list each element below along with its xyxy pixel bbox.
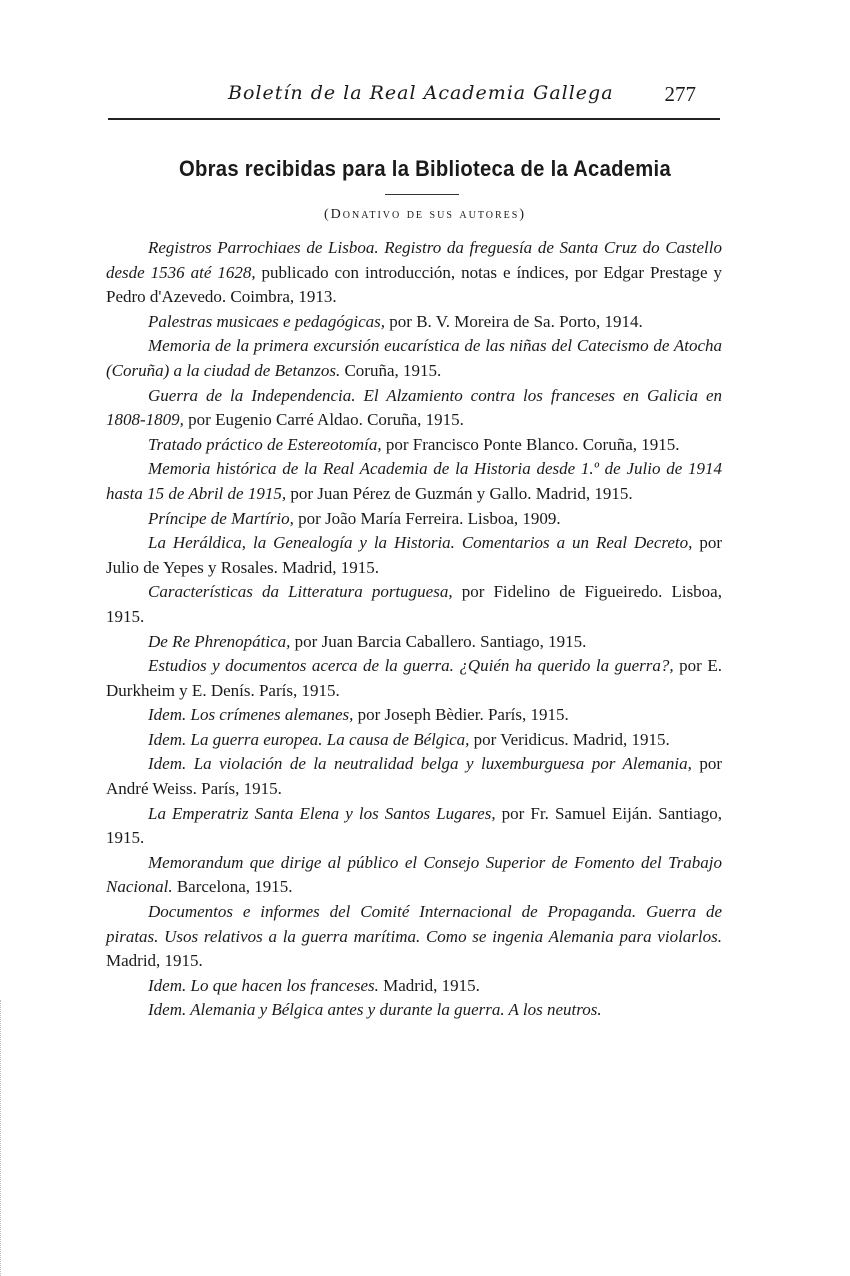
list-item [106, 310, 722, 335]
list-item [106, 703, 722, 728]
list-item [106, 728, 722, 753]
list-item [106, 507, 722, 532]
entry-details: por Juan Barcia Caballero. Santiago, 1915. [290, 631, 587, 651]
list-item [106, 433, 722, 458]
list-item [106, 752, 722, 801]
section-subtitle: (Donativo de sus autores) [324, 207, 526, 222]
entry-details: por Joseph Bèdier. París, 1915. [353, 705, 569, 725]
entry-title: De Re Phrenopática, [148, 631, 291, 651]
entry-details: por Fr. Samuel Eiján. Santiago, 1915. [106, 803, 723, 848]
entry-title: Memoria de la primera excursión eucarística de las niñas del Catecismo de Atocha (Coruña) a la ciudad de Betanzos. [106, 336, 722, 380]
scan-edge-mark [0, 1000, 3, 1276]
entry-title: Estudios y documentos acerca de la guerra. ¿Quién ha querido la guerra?, [148, 656, 674, 676]
entry-details: por Julio de Yepes y Rosales. Madrid, 1915. [106, 533, 722, 577]
page-header [108, 80, 720, 116]
entry-title: Características da Litteratura portuguesa, [148, 582, 453, 602]
list-item [106, 851, 722, 900]
section-title: Obras recibidas para la Biblioteca de la Academia [179, 156, 671, 181]
entry-title: Guerra de la Independencia. El Alzamiento contra los franceses en Galicia en 1808-1809, [106, 385, 722, 430]
list-item [106, 334, 722, 383]
entry-details: Madrid, 1915. [378, 975, 480, 995]
running-head: Boletín de la Real Academia Gallega [228, 82, 614, 104]
entry-title: Príncipe de Martírio, [148, 508, 294, 528]
list-item [106, 900, 722, 974]
entry-title: Palestras musicaes e pedagógicas, [148, 311, 386, 331]
entry-details: por Fidelino de Figueiredo. Lisboa, 1915. [106, 582, 722, 626]
entry-details: por Veridicus. Madrid, 1915. [469, 729, 670, 749]
title-divider [385, 194, 459, 195]
entry-details: Coruña, 1915. [340, 360, 442, 380]
entry-details: por Francisco Ponte Blanco. Coruña, 1915. [381, 434, 680, 454]
list-item [106, 531, 722, 580]
list-item [106, 630, 722, 655]
entry-title: Tratado práctico de Estereotomía, [148, 434, 382, 454]
entry-title: Memorandum que dirige al público el Consejo Superior de Fomento del Trabajo Nacional. [106, 852, 722, 897]
entry-title: La Emperatriz Santa Elena y los Santos Lugares, [148, 803, 496, 823]
entry-details: Barcelona, 1915. [172, 877, 293, 897]
entry-details: por B. V. Moreira de Sa. Porto, 1914. [385, 311, 643, 331]
list-item [106, 580, 722, 629]
entry-details: por Juan Pérez de Guzmán y Gallo. Madrid, 1915. [286, 483, 633, 503]
list-item [106, 974, 722, 999]
entry-title: Idem. Lo que hacen los franceses. [148, 975, 379, 995]
entry-title: Idem. Alemania y Bélgica antes y durante la guerra. A los neutros. [148, 1000, 602, 1020]
entry-details: por João María Ferreira. Lisboa, 1909. [293, 508, 561, 528]
entry-title: Idem. La guerra europea. La causa de Bélgica, [148, 729, 470, 749]
entry-details: por Eugenio Carré Aldao. Coruña, 1915. [183, 410, 464, 430]
list-item [106, 654, 722, 703]
entry-details: Madrid, 1915. [106, 951, 203, 971]
list-item [106, 384, 722, 433]
bibliography-list [106, 236, 722, 1023]
entry-title: Documentos e informes del Comité Internacional de Propaganda. Guerra de piratas. Usos relativos a la guerra marítima. Como se ingenia Alemania para violarlos. [106, 902, 722, 946]
list-item [106, 998, 722, 1023]
list-item [106, 457, 722, 506]
entry-details: por E. Durkheim y E. Denís. París, 1915. [106, 656, 722, 700]
list-item [106, 236, 722, 310]
header-rule [108, 118, 720, 120]
entry-title: Registros Parrochiaes de Lisboa. Registro da freguesía de Santa Cruz do Castello desde 1536 até 1628, [106, 238, 722, 282]
entry-title: Idem. La violación de la neutralidad belga y luxemburguesa por Alemania, [148, 754, 692, 774]
entry-title: Idem. Los crímenes alemanes, [148, 705, 354, 725]
list-item [106, 802, 722, 851]
entry-title: Memoria histórica de la Real Academia de la Historia desde 1.º de Julio de 1914 hasta 15 de Abril de 1915, [106, 459, 722, 503]
page-number: 277 [664, 82, 696, 106]
entry-details: por André Weiss. París, 1915. [106, 754, 722, 799]
entry-title: La Heráldica, la Genealogía y la Historia. Comentarios a un Real Decreto, [148, 533, 693, 553]
entry-details: publicado con introducción, notas e índices, por Edgar Prestage y Pedro d'Azevedo. Coimbra, 1913. [106, 262, 722, 307]
